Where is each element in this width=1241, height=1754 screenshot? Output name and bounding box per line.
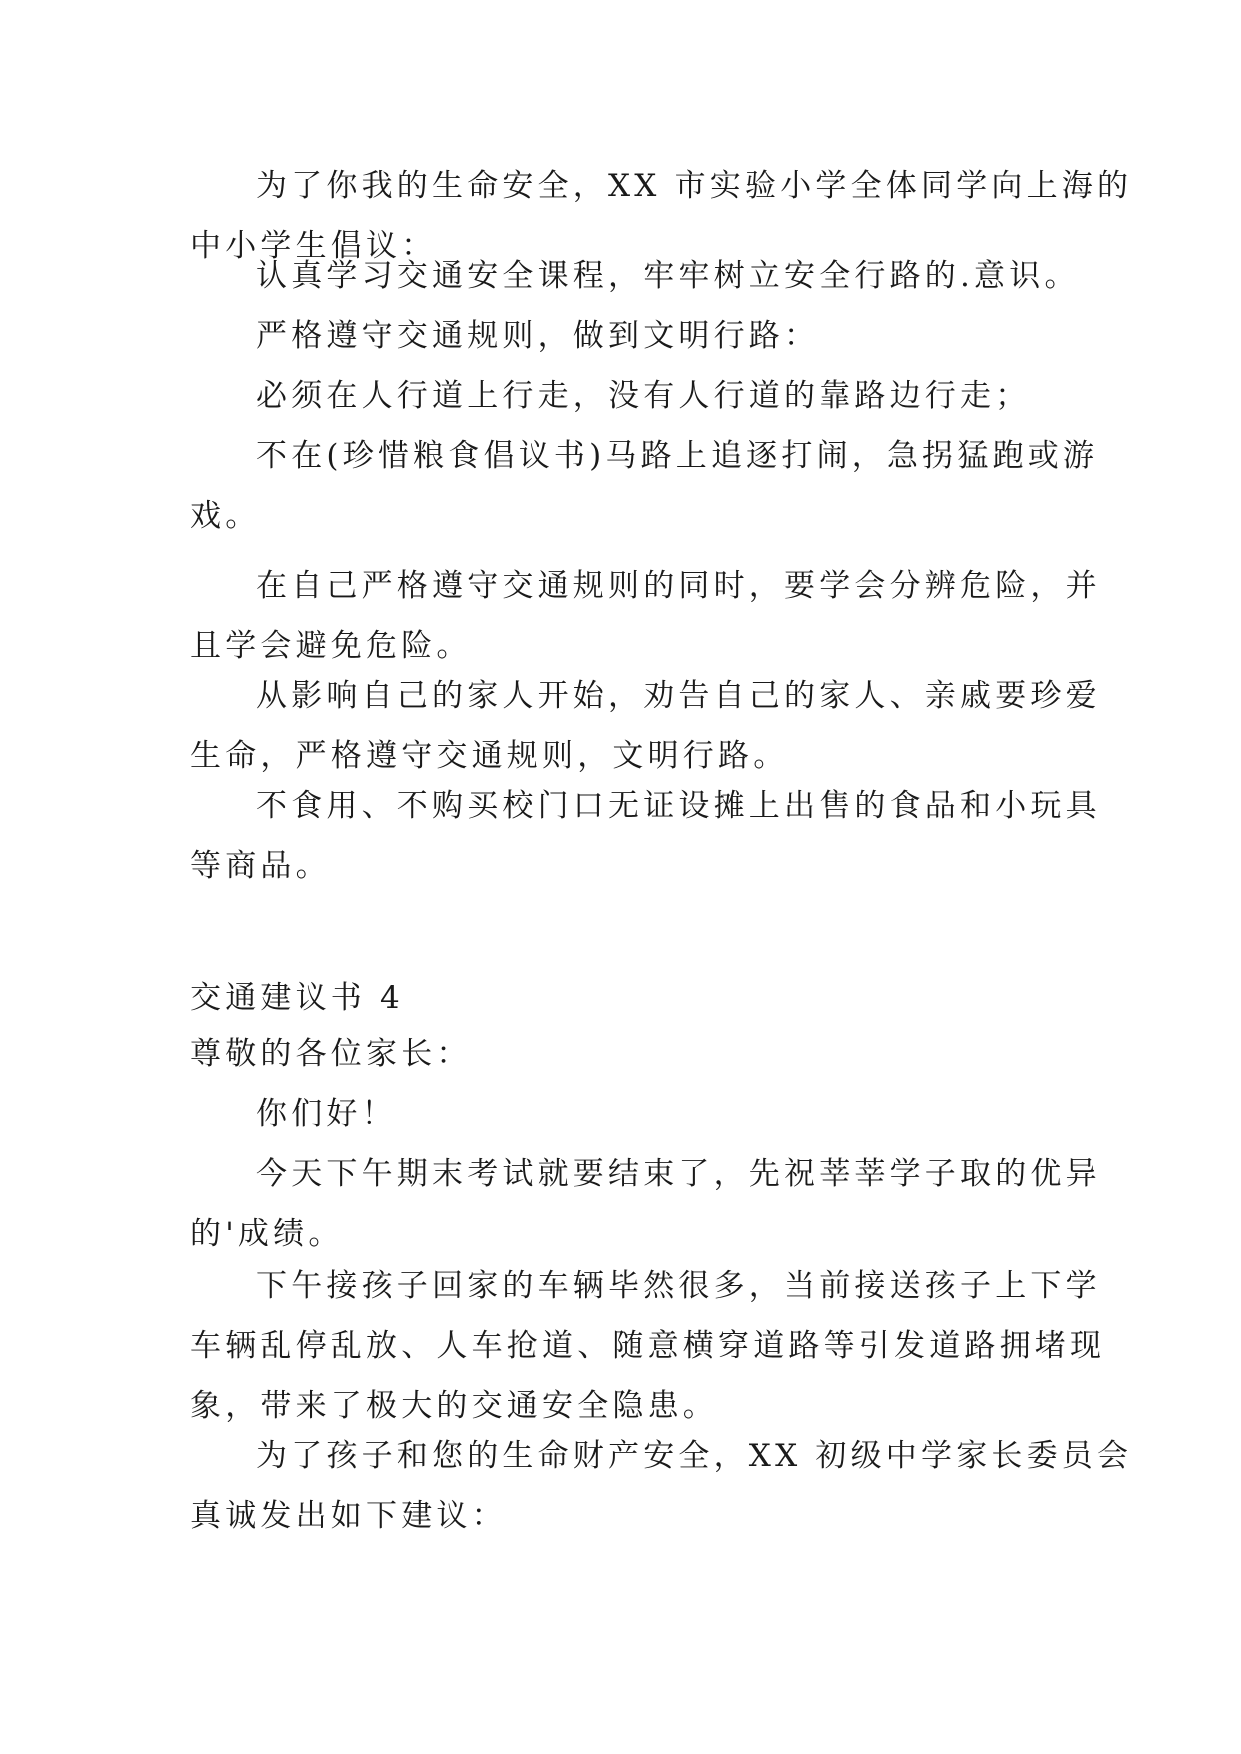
text-line: 严格遵守交通规则，做到文明行路：: [256, 318, 820, 354]
paragraph-influence-family: [190, 666, 1101, 786]
paragraph-no-chasing: [190, 426, 1099, 546]
text-line: 生命，严格遵守交通规则，文明行路。: [190, 738, 789, 774]
text-line: 交通建议书 4: [190, 980, 404, 1016]
text-line: 今天下午期末考试就要结束了，先祝莘莘学子取的优异: [256, 1156, 1101, 1192]
text-line: 为了孩子和您的生命财产安全，XX 初级中学家长委员会: [256, 1438, 1133, 1474]
text-line: 的'成绩。: [190, 1216, 344, 1252]
text-line: 必须在人行道上行走，没有人行道的靠路边行走；: [256, 378, 1031, 414]
paragraph-study-safety: [190, 246, 1080, 306]
paragraph-obey-rules: [190, 306, 1050, 366]
text-line: 不在(珍惜粮食倡议书)马路上追逐打闹，急拐猛跑或游: [256, 438, 1099, 474]
salutation: [190, 1024, 1050, 1084]
text-line: 在自己严格遵守交通规则的同时，要学会分辨危险，并: [256, 568, 1101, 604]
text-line: 象，带来了极大的交通安全隐患。: [190, 1388, 718, 1424]
text-line: 车辆乱停乱放、人车抢道、随意横穿道路等引发道路拥堵现: [190, 1328, 1106, 1364]
text-line: 戏。: [190, 498, 261, 534]
paragraph-traffic-congestion: [190, 1256, 1106, 1436]
paragraph-exam-end: [190, 1144, 1101, 1264]
text-line: 不食用、不购买校门口无证设摊上出售的食品和小玩具: [256, 788, 1101, 824]
text-line: 你们好！: [256, 1096, 397, 1132]
text-line: 认真学习交通安全课程，牢牢树立安全行路的.意识。: [256, 258, 1080, 294]
text-line: 从影响自己的家人开始，劝告自己的家人、亲戚要珍爱: [256, 678, 1101, 714]
paragraph-recognize-danger: [190, 556, 1101, 676]
paragraph-parent-committee: [190, 1426, 1133, 1546]
text-line: 为了你我的生命安全，XX 市实验小学全体同学向上海的: [256, 168, 1133, 204]
greeting: [190, 1084, 1050, 1144]
text-line: 等商品。: [190, 848, 331, 884]
text-line: 真诚发出如下建议：: [190, 1498, 507, 1534]
text-line: 下午接孩子回家的车辆毕然很多，当前接送孩子上下学: [256, 1268, 1101, 1304]
text-line: 中小学生倡议：: [190, 228, 437, 264]
paragraph-walk-sidewalk: [190, 366, 1050, 426]
text-line: 且学会避免危险。: [190, 628, 472, 664]
text-line: 尊敬的各位家长：: [190, 1036, 472, 1072]
paragraph-no-street-food: [190, 776, 1101, 896]
section-title: [190, 968, 1050, 1028]
